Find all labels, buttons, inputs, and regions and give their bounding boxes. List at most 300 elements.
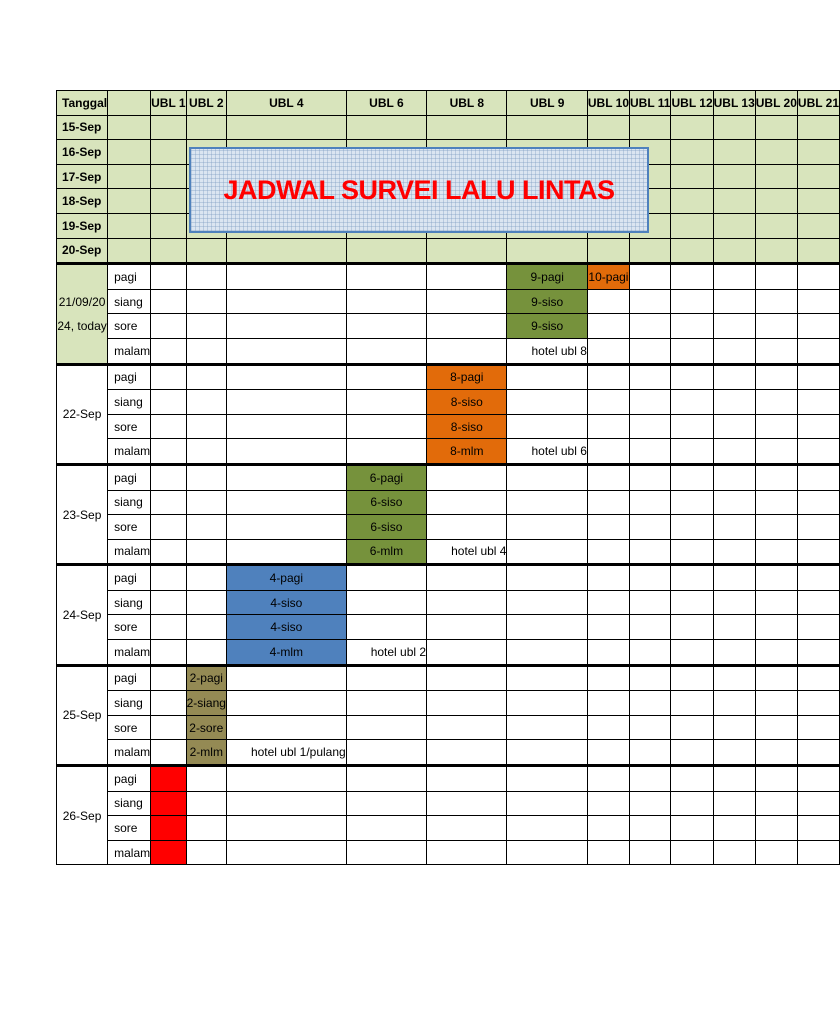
slot-label: pagi — [108, 665, 151, 691]
slot-row — [57, 715, 840, 740]
schedule-cell — [797, 840, 839, 865]
schedule-cell — [797, 816, 839, 841]
schedule-cell — [186, 565, 226, 591]
survey-cell: 4-pagi — [226, 565, 346, 591]
schedule-cell — [630, 840, 671, 865]
schedule-cell — [713, 791, 755, 816]
empty-cell — [427, 238, 507, 264]
schedule-cell — [587, 464, 629, 490]
empty-cell — [108, 164, 151, 189]
schedule-cell — [713, 439, 755, 465]
schedule-cell — [755, 590, 797, 615]
schedule-cell — [671, 490, 713, 515]
slot-label: siang — [108, 490, 151, 515]
schedule-cell — [630, 691, 671, 716]
schedule-cell — [630, 464, 671, 490]
schedule-cell — [671, 390, 713, 415]
header-col-ubl-6: UBL 6 — [346, 91, 426, 116]
empty-cell — [108, 189, 151, 214]
hotel-note: hotel ubl 4 — [451, 544, 507, 559]
schedule-cell — [713, 289, 755, 314]
schedule-cell — [507, 665, 587, 691]
survey-cell: 6-pagi — [346, 464, 426, 490]
slot-label: siang — [108, 590, 151, 615]
schedule-cell — [630, 715, 671, 740]
schedule-cell — [151, 414, 186, 439]
marked-cell — [151, 791, 186, 816]
schedule-cell — [671, 338, 713, 364]
slot-row — [57, 464, 840, 490]
schedule-cell — [151, 289, 186, 314]
schedule-cell — [151, 615, 186, 640]
schedule-cell — [630, 740, 671, 766]
schedule-cell — [427, 289, 507, 314]
header-col-ubl-1: UBL 1 — [151, 91, 186, 116]
survey-cell: 9-pagi — [507, 264, 587, 290]
date-row — [57, 115, 840, 140]
empty-cell — [755, 213, 797, 238]
empty-cell — [797, 115, 839, 140]
schedule-cell — [346, 414, 426, 439]
schedule-cell — [797, 539, 839, 565]
schedule-cell — [713, 390, 755, 415]
schedule-cell — [671, 615, 713, 640]
schedule-cell — [671, 640, 713, 666]
schedule-cell — [427, 740, 507, 766]
empty-cell — [797, 140, 839, 165]
schedule-cell — [587, 640, 629, 666]
slot-label: malam — [108, 840, 151, 865]
schedule-cell — [151, 490, 186, 515]
schedule-cell — [713, 490, 755, 515]
schedule-cell — [151, 264, 186, 290]
slot-label: malam — [108, 439, 151, 465]
schedule-cell — [186, 364, 226, 390]
schedule-cell — [671, 565, 713, 591]
schedule-cell — [151, 740, 186, 766]
slot-label: sore — [108, 515, 151, 540]
header-col-ubl-9: UBL 9 — [507, 91, 587, 116]
empty-cell — [346, 115, 426, 140]
schedule-cell — [797, 640, 839, 666]
survey-cell: 10-pagi — [587, 264, 629, 290]
schedule-cell — [186, 590, 226, 615]
schedule-cell — [507, 590, 587, 615]
schedule-cell — [587, 615, 629, 640]
schedule-cell — [186, 539, 226, 565]
schedule-cell — [587, 314, 629, 339]
schedule-cell — [671, 816, 713, 841]
header-col-ubl-10: UBL 10 — [587, 91, 629, 116]
slot-label: siang — [108, 390, 151, 415]
schedule-cell — [507, 338, 587, 364]
schedule-cell — [797, 740, 839, 766]
schedule-cell — [755, 464, 797, 490]
schedule-cell — [587, 766, 629, 792]
schedule-cell — [587, 414, 629, 439]
schedule-cell — [630, 390, 671, 415]
survey-cell: 6-siso — [346, 490, 426, 515]
empty-cell — [797, 189, 839, 214]
schedule-cell — [346, 665, 426, 691]
schedule-cell — [151, 515, 186, 540]
date-cell: 19-Sep — [57, 213, 108, 238]
survey-cell: 4-siso — [226, 590, 346, 615]
schedule-cell — [671, 715, 713, 740]
schedule-cell — [587, 715, 629, 740]
slot-row — [57, 338, 840, 364]
date-cell: 15-Sep — [57, 115, 108, 140]
schedule-cell — [507, 439, 587, 465]
schedule-cell — [186, 338, 226, 364]
schedule-cell — [671, 439, 713, 465]
survey-cell: 8-pagi — [427, 364, 507, 390]
slot-row — [57, 539, 840, 565]
survey-cell: 8-mlm — [427, 439, 507, 465]
schedule-cell — [226, 338, 346, 364]
schedule-cell — [755, 615, 797, 640]
schedule-cell — [671, 840, 713, 865]
empty-cell — [671, 164, 713, 189]
schedule-cell — [587, 590, 629, 615]
schedule-cell — [226, 264, 346, 290]
schedule-cell — [507, 490, 587, 515]
schedule-cell — [427, 565, 507, 591]
schedule-cell — [755, 515, 797, 540]
schedule-cell — [226, 289, 346, 314]
empty-cell — [186, 115, 226, 140]
slot-row — [57, 364, 840, 390]
slot-row — [57, 691, 840, 716]
schedule-cell — [630, 338, 671, 364]
schedule-cell — [186, 464, 226, 490]
schedule-cell — [427, 816, 507, 841]
schedule-cell — [427, 314, 507, 339]
schedule-cell — [226, 364, 346, 390]
empty-cell — [507, 238, 587, 264]
schedule-cell — [226, 314, 346, 339]
schedule-cell — [755, 364, 797, 390]
hotel-note: hotel ubl 2 — [370, 644, 427, 659]
schedule-cell — [713, 364, 755, 390]
schedule-cell — [713, 565, 755, 591]
day-date-cell: 24-Sep — [57, 565, 108, 665]
survey-cell: 4-mlm — [226, 640, 346, 666]
schedule-cell — [630, 665, 671, 691]
schedule-cell — [713, 640, 755, 666]
schedule-cell — [630, 314, 671, 339]
schedule-cell — [713, 414, 755, 439]
schedule-cell — [507, 766, 587, 792]
schedule-cell — [630, 515, 671, 540]
schedule-cell — [630, 364, 671, 390]
slot-row — [57, 740, 840, 766]
schedule-cell — [713, 840, 755, 865]
header-col-ubl-4: UBL 4 — [226, 91, 346, 116]
empty-cell — [671, 213, 713, 238]
schedule-cell — [427, 264, 507, 290]
schedule-cell — [507, 691, 587, 716]
schedule-cell — [713, 338, 755, 364]
empty-cell — [151, 140, 186, 165]
schedule-cell — [507, 414, 587, 439]
schedule-cell — [755, 439, 797, 465]
schedule-cell — [797, 439, 839, 465]
marked-cell — [151, 840, 186, 865]
schedule-cell — [755, 289, 797, 314]
schedule-cell — [151, 565, 186, 591]
survey-cell: 8-siso — [427, 414, 507, 439]
slot-row — [57, 390, 840, 415]
schedule-cell — [427, 665, 507, 691]
schedule-cell — [755, 766, 797, 792]
schedule-cell — [346, 590, 426, 615]
survey-cell: 4-siso — [226, 615, 346, 640]
date-row — [57, 238, 840, 264]
schedule-cell — [713, 314, 755, 339]
schedule-cell — [671, 289, 713, 314]
schedule-cell — [713, 766, 755, 792]
schedule-cell — [427, 539, 507, 565]
schedule-cell — [797, 464, 839, 490]
survey-cell: 8-siso — [427, 390, 507, 415]
schedule-cell — [630, 615, 671, 640]
day-date-cell: 26-Sep — [57, 766, 108, 865]
schedule-cell — [186, 766, 226, 792]
schedule-cell — [226, 691, 346, 716]
schedule-cell — [587, 338, 629, 364]
schedule-cell — [226, 816, 346, 841]
schedule-cell — [713, 464, 755, 490]
schedule-cell — [630, 289, 671, 314]
schedule-cell — [587, 816, 629, 841]
schedule-cell — [346, 816, 426, 841]
schedule-cell — [630, 539, 671, 565]
schedule-cell — [151, 715, 186, 740]
slot-label: malam — [108, 338, 151, 364]
schedule-cell — [587, 791, 629, 816]
schedule-cell — [630, 264, 671, 290]
schedule-cell — [427, 464, 507, 490]
schedule-cell — [797, 766, 839, 792]
schedule-cell — [226, 515, 346, 540]
schedule-cell — [427, 791, 507, 816]
schedule-cell — [755, 565, 797, 591]
survey-cell: 9-siso — [507, 314, 587, 339]
schedule-cell — [346, 439, 426, 465]
empty-cell — [346, 238, 426, 264]
slot-row — [57, 590, 840, 615]
schedule-cell — [755, 740, 797, 766]
schedule-cell — [151, 539, 186, 565]
date-line-1: 21/09/20 — [58, 294, 106, 309]
schedule-cell — [630, 439, 671, 465]
schedule-cell — [671, 264, 713, 290]
schedule-cell — [587, 364, 629, 390]
schedule-cell — [671, 665, 713, 691]
schedule-cell — [630, 490, 671, 515]
date-cell: 16-Sep — [57, 140, 108, 165]
day-date-cell: 22-Sep — [57, 364, 108, 464]
schedule-cell — [671, 364, 713, 390]
header-col-ubl-8: UBL 8 — [427, 91, 507, 116]
hotel-note: hotel ubl 8 — [531, 343, 587, 358]
schedule-cell — [797, 691, 839, 716]
slot-label: malam — [108, 640, 151, 666]
empty-cell — [587, 115, 629, 140]
schedule-cell — [587, 289, 629, 314]
schedule-cell — [755, 640, 797, 666]
schedule-cell — [507, 840, 587, 865]
schedule-cell — [151, 691, 186, 716]
schedule-cell — [797, 515, 839, 540]
schedule-cell — [346, 715, 426, 740]
empty-cell — [186, 238, 226, 264]
schedule-cell — [507, 390, 587, 415]
schedule-cell — [671, 766, 713, 792]
schedule-cell — [671, 414, 713, 439]
schedule-cell — [755, 791, 797, 816]
empty-cell — [713, 115, 755, 140]
schedule-cell — [427, 840, 507, 865]
schedule-cell — [630, 640, 671, 666]
slot-row — [57, 640, 840, 666]
slot-label: sore — [108, 615, 151, 640]
schedule-cell — [587, 565, 629, 591]
slot-label: siang — [108, 691, 151, 716]
schedule-cell — [346, 565, 426, 591]
schedule-cell — [587, 539, 629, 565]
schedule-cell — [797, 665, 839, 691]
schedule-cell — [755, 691, 797, 716]
schedule-cell — [507, 740, 587, 766]
schedule-cell — [630, 816, 671, 841]
slot-label: sore — [108, 816, 151, 841]
schedule-cell — [151, 390, 186, 415]
schedule-cell — [226, 791, 346, 816]
schedule-cell — [226, 464, 346, 490]
schedule-cell — [671, 691, 713, 716]
schedule-cell — [797, 715, 839, 740]
header-col-ubl-21: UBL 21 — [797, 91, 839, 116]
hotel-note: hotel ubl 1/pulang — [250, 745, 346, 760]
schedule-cell — [797, 390, 839, 415]
schedule-cell — [797, 314, 839, 339]
date-cell: 20-Sep — [57, 238, 108, 264]
slot-row — [57, 439, 840, 465]
survey-cell: 6-mlm — [346, 539, 426, 565]
empty-cell — [671, 115, 713, 140]
schedule-cell — [346, 640, 426, 666]
slot-label: malam — [108, 539, 151, 565]
schedule-cell — [797, 565, 839, 591]
slot-row — [57, 840, 840, 865]
survey-cell: 2-pagi — [186, 665, 226, 691]
slot-label: siang — [108, 791, 151, 816]
empty-cell — [226, 238, 346, 264]
schedule-cell — [346, 840, 426, 865]
schedule-cell — [186, 314, 226, 339]
day-date-cell: 25-Sep — [57, 665, 108, 765]
empty-cell — [797, 213, 839, 238]
schedule-cell — [427, 515, 507, 540]
day-date-cell — [57, 264, 108, 364]
date-cell: 18-Sep — [57, 189, 108, 214]
schedule-cell — [713, 665, 755, 691]
schedule-cell — [587, 390, 629, 415]
schedule-cell — [427, 715, 507, 740]
marked-cell — [151, 816, 186, 841]
schedule-cell — [186, 439, 226, 465]
empty-cell — [755, 238, 797, 264]
hotel-note: hotel ubl 6 — [531, 444, 587, 459]
schedule-cell — [226, 715, 346, 740]
schedule-cell — [507, 464, 587, 490]
slot-label: pagi — [108, 464, 151, 490]
title-banner — [189, 147, 649, 233]
schedule-cell — [151, 439, 186, 465]
schedule-cell — [226, 439, 346, 465]
schedule-cell — [226, 414, 346, 439]
schedule-cell — [713, 691, 755, 716]
schedule-cell — [346, 691, 426, 716]
schedule-cell — [507, 816, 587, 841]
schedule-cell — [755, 490, 797, 515]
schedule-cell — [346, 615, 426, 640]
schedule-cell — [151, 640, 186, 666]
schedule-cell — [713, 740, 755, 766]
slot-label: siang — [108, 289, 151, 314]
survey-cell: 2-siang — [186, 691, 226, 716]
survey-cell: 6-siso — [346, 515, 426, 540]
schedule-cell — [151, 665, 186, 691]
empty-cell — [713, 189, 755, 214]
schedule-cell — [587, 665, 629, 691]
header-row — [57, 91, 840, 116]
empty-cell — [108, 213, 151, 238]
empty-cell — [797, 238, 839, 264]
empty-cell — [630, 115, 671, 140]
schedule-cell — [186, 615, 226, 640]
schedule-cell — [797, 791, 839, 816]
schedule-cell — [186, 640, 226, 666]
schedule-cell — [507, 640, 587, 666]
schedule-cell — [587, 840, 629, 865]
schedule-cell — [713, 715, 755, 740]
schedule-cell — [151, 338, 186, 364]
schedule-cell — [671, 314, 713, 339]
empty-cell — [108, 238, 151, 264]
schedule-cell — [755, 414, 797, 439]
empty-cell — [151, 189, 186, 214]
schedule-cell — [630, 766, 671, 792]
schedule-cell — [186, 414, 226, 439]
empty-cell — [755, 115, 797, 140]
header-col-ubl-2: UBL 2 — [186, 91, 226, 116]
slot-label: pagi — [108, 565, 151, 591]
schedule-cell — [346, 791, 426, 816]
slot-row — [57, 766, 840, 792]
schedule-cell — [507, 715, 587, 740]
slot-row — [57, 289, 840, 314]
empty-cell — [151, 115, 186, 140]
schedule-cell — [671, 740, 713, 766]
schedule-cell — [346, 740, 426, 766]
schedule-cell — [427, 640, 507, 666]
date-line-2: 24, today — [57, 318, 107, 333]
schedule-cell — [226, 740, 346, 766]
slot-row — [57, 264, 840, 290]
